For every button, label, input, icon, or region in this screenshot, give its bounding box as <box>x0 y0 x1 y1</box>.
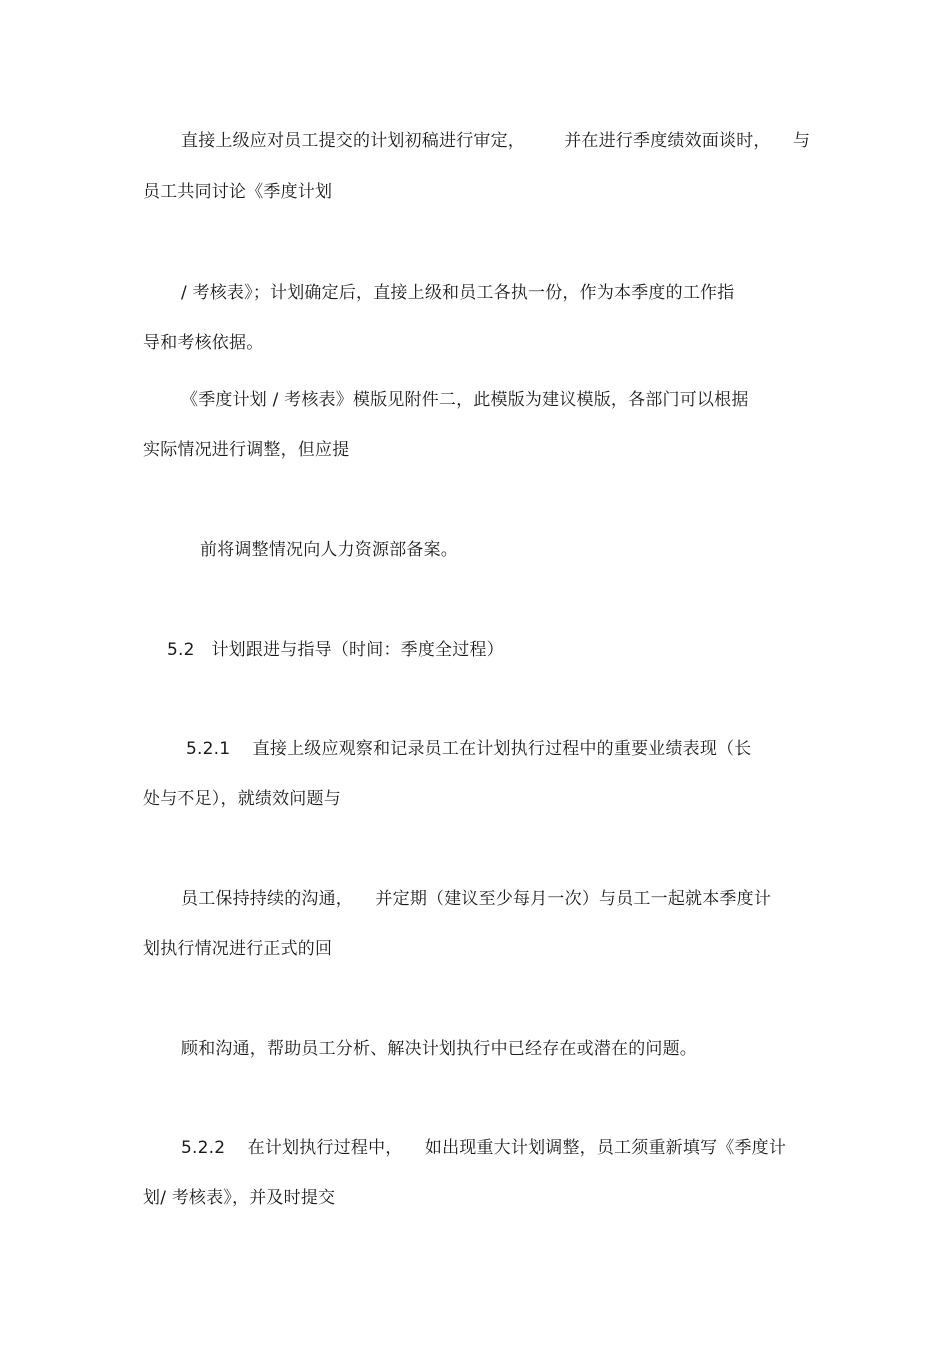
paragraph-line: 前将调整情况向人力资源部备案。 <box>200 540 458 560</box>
paragraph-line: 顾和沟通，帮助员工分析、解决计划执行中已经存在或潜在的问题。 <box>181 1039 697 1059</box>
paragraph-line: 实际情况进行调整，但应提 <box>143 440 350 460</box>
paragraph-line: 划/ 考核表》，并及时提交 <box>143 1188 336 1208</box>
paragraph-line: 员工共同讨论《季度计划 <box>143 182 333 202</box>
paragraph-line: 划执行情况进行正式的回 <box>143 939 333 959</box>
paragraph-line: 5.2.2 在计划执行过程中， 如出现重大计划调整，员工须重新填写《季度计 <box>181 1138 787 1158</box>
paragraph-line: / 考核表》；计划确定后，直接上级和员工各执一份，作为本季度的工作指 <box>181 283 735 303</box>
section-heading: 5.2 计划跟进与指导（时间：季度全过程） <box>167 640 504 660</box>
paragraph-line: 导和考核依据。 <box>143 333 264 353</box>
paragraph-line: 5.2.1 直接上级应观察和记录员工在计划执行过程中的重要业绩表现（长 <box>186 739 752 759</box>
paragraph-line: 处与不足），就绩效问题与 <box>143 789 341 809</box>
paragraph-line: 直接上级应对员工提交的计划初稿进行审定， 并在进行季度绩效面谈时， 与 <box>181 131 811 151</box>
paragraph-line: 《季度计划 / 考核表》模版见附件二，此模版为建议模版，各部门可以根据 <box>181 390 749 410</box>
paragraph-line: 员工保持持续的沟通， 并定期（建议至少每月一次）与员工一起就本季度计 <box>181 889 772 909</box>
